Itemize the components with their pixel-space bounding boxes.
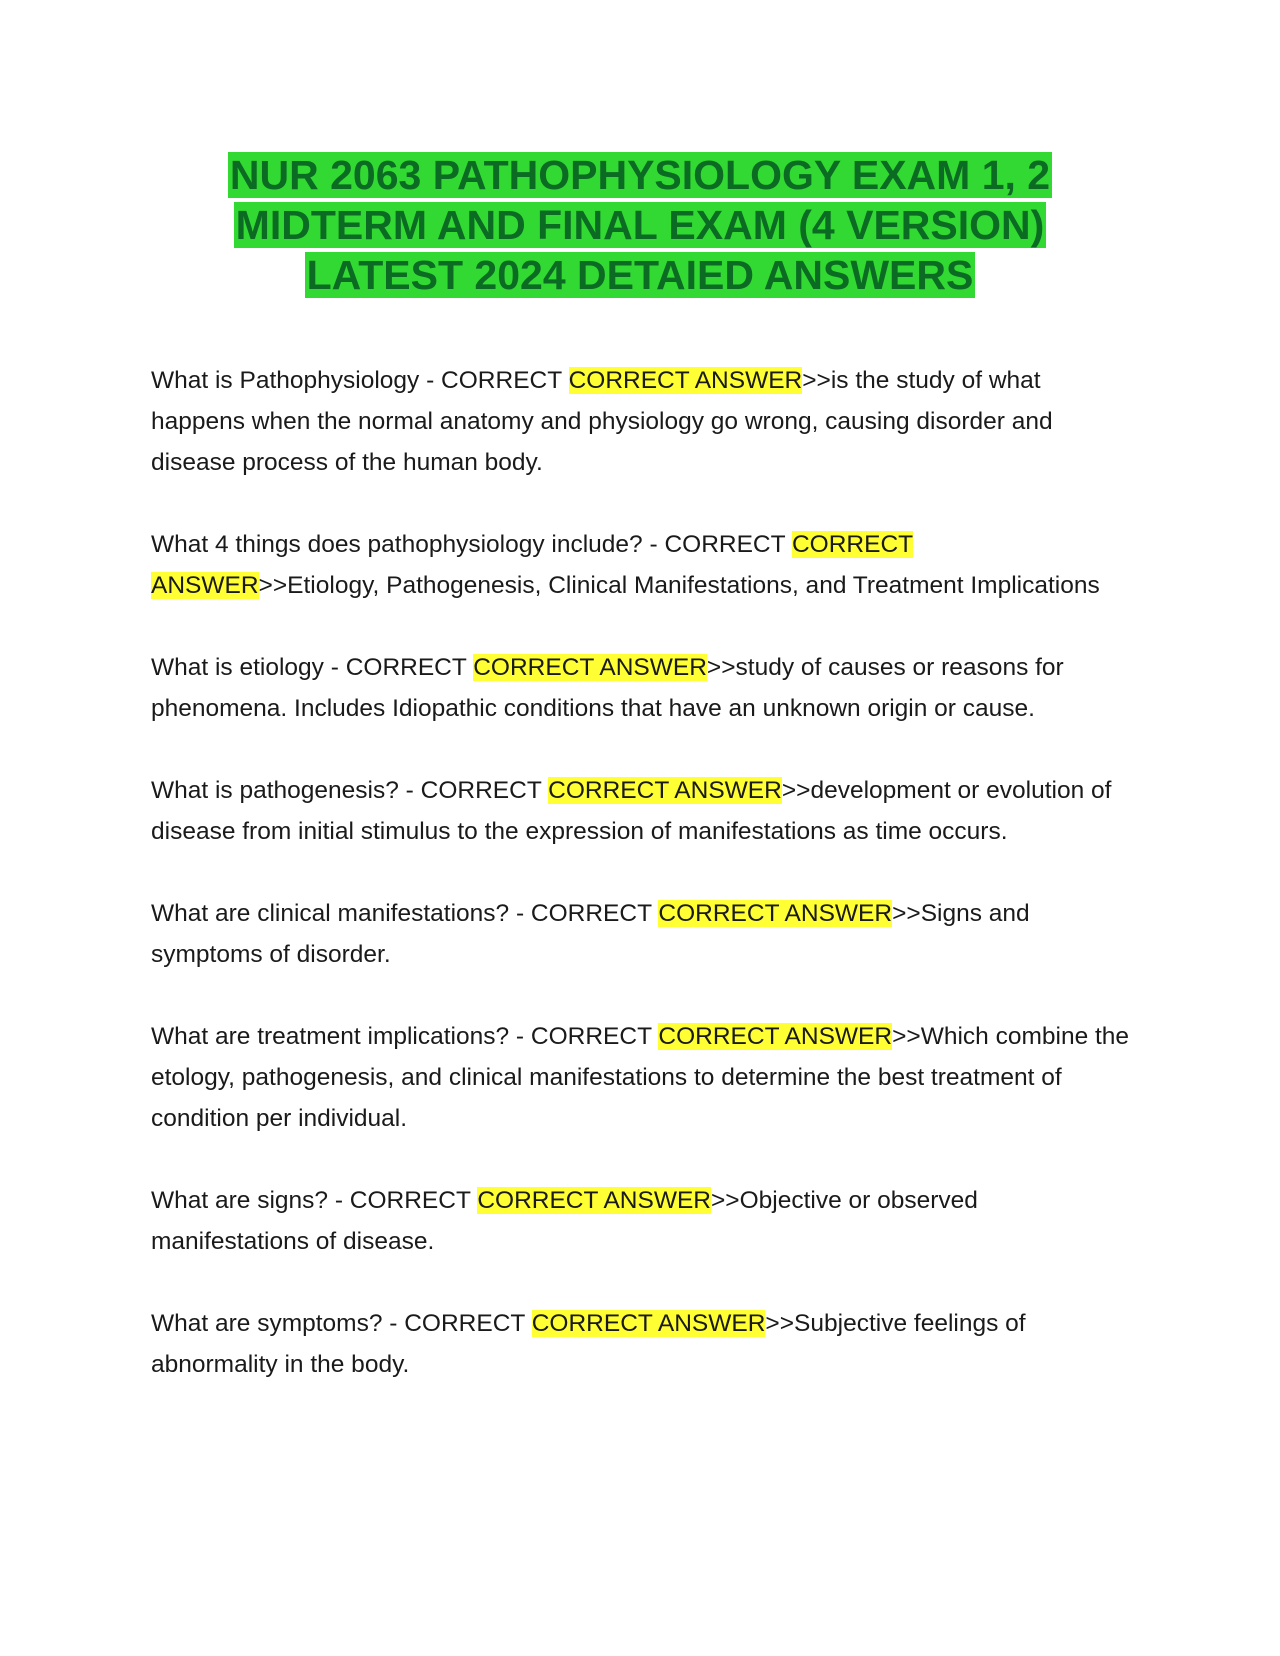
answer-text: >>Etiology, Pathogenesis, Clinical Manifestations, and Treatment Implications [258,572,1100,599]
question-text: What is Pathophysiology - CORRECT [151,367,569,394]
document-title [150,150,1130,300]
question-text: What 4 things does pathophysiology include? - CORRECT [151,531,792,558]
answer-text: >>study of causes or reasons for phenomena. Includes Idiopathic conditions that have an unknown origin or cause. [151,654,1064,722]
question-text: What is etiology - CORRECT [151,654,474,681]
qa-item [151,1303,1136,1385]
question-text: What are treatment implications? - CORRECT [151,1023,659,1050]
qa-item [151,1180,1136,1262]
title-line-3: LATEST 2024 DETAIED ANSWERS [306,252,974,298]
answer-text: >>Signs and symptoms of disorder. [151,900,1030,968]
correct-answer-tag: CORRECT ANSWER [473,654,707,681]
question-text: What are clinical manifestations? - CORRECT [151,900,659,927]
title-line-2: MIDTERM AND FINAL EXAM (4 VERSION) [235,202,1045,248]
answer-text: >>Which combine the etology, pathogenesis, and clinical manifestations to determine the best treatment of condition per individual. [151,1023,1130,1132]
correct-answer-tag: CORRECT ANSWER [658,1023,893,1050]
question-text: What are symptoms? - CORRECT [151,1310,532,1337]
question-text: What are signs? - CORRECT [151,1187,478,1214]
answer-text: >>Objective or observed manifestations of disease. [151,1187,978,1255]
answer-text: >>Subjective feelings of abnormality in the body. [151,1310,1026,1378]
qa-item [151,524,1136,606]
qa-item [151,770,1136,852]
correct-answer-tag: CORRECT ANSWER [531,1310,766,1337]
correct-answer-tag: CORRECT ANSWER [658,900,893,927]
qa-item [151,893,1136,975]
answer-text: >>development or evolution of disease from initial stimulus to the expression of manifestations as time occurs. [151,777,1112,845]
correct-answer-tag: CORRECT ANSWER [477,1187,711,1214]
answer-text: >>is the study of what happens when the normal anatomy and physiology go wrong, causing disorder and disease process of the human body. [151,367,1053,476]
qa-item [151,1016,1136,1139]
qa-item [151,647,1136,729]
correct-answer-tag: CORRECT ANSWER [568,367,803,394]
correct-answer-tag: CORRECT ANSWER [151,531,914,599]
qa-item [151,360,1136,483]
title-line-1: NUR 2063 PATHOPHYSIOLOGY EXAM 1, 2 [229,152,1051,198]
correct-answer-tag: CORRECT ANSWER [548,777,782,804]
question-text: What is pathogenesis? - CORRECT [151,777,549,804]
qa-list [151,360,1136,1426]
